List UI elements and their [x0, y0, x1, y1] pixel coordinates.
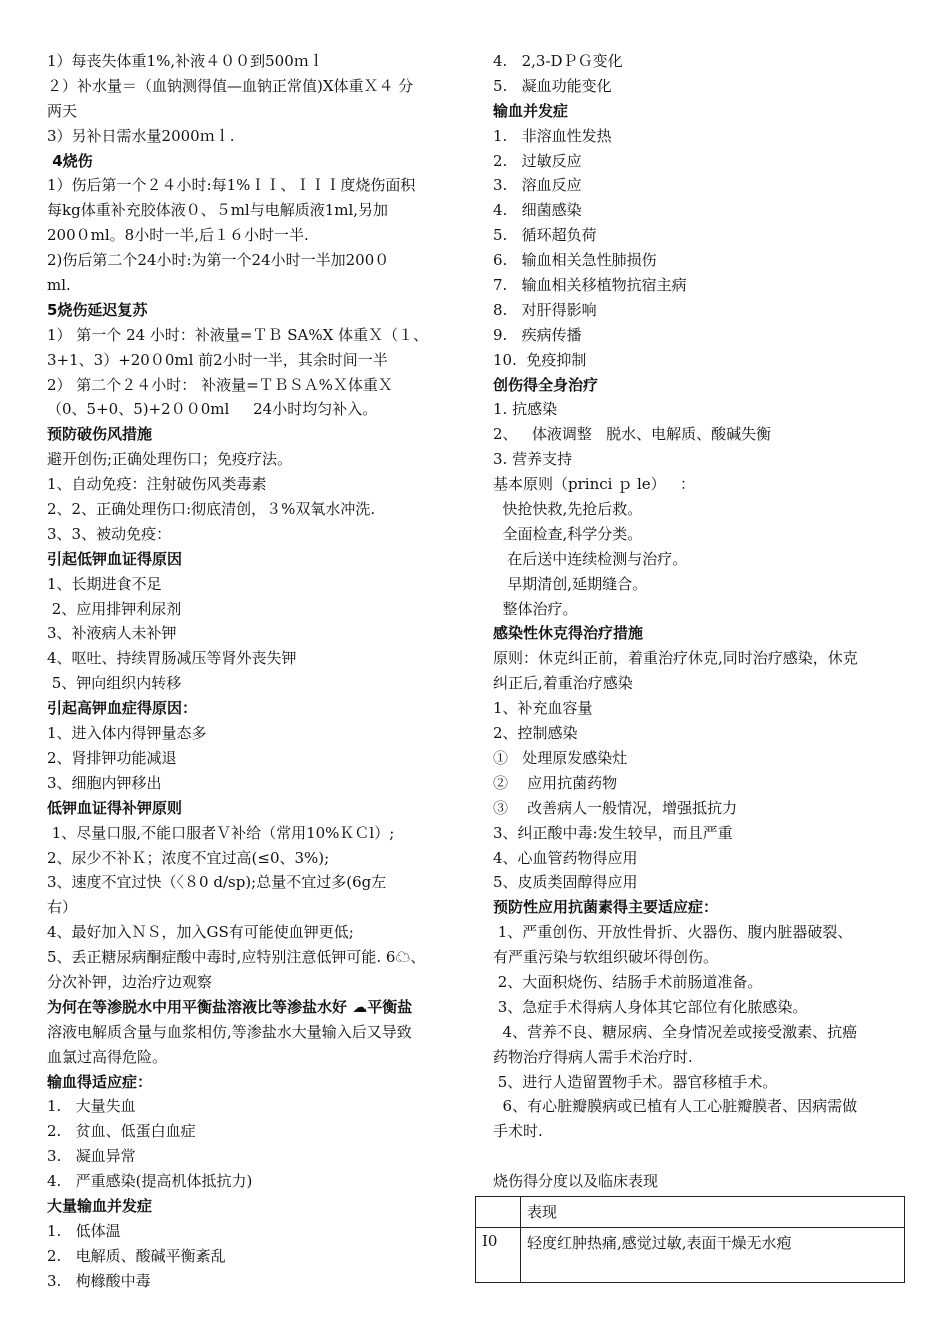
text-line: 2） 第二个２４小时： 补液量=ＴＢＳＡ%Ｘ体重Ｘ: [47, 375, 393, 394]
text-line: 3）另补日需水量2000ｍｌ.: [47, 126, 235, 145]
text-line: 5. 循环超负荷: [493, 226, 597, 245]
text-line: 每kg体重补充胶体液０、５ml与电解质液1ml,另加: [47, 201, 389, 220]
text-line: 2. 过敏反应: [493, 151, 582, 170]
text-line: 5、皮质类固醇得应用: [493, 873, 638, 892]
text-line: 6、有心脏瓣膜病或已植有人工心脏瓣膜者、因病需做: [493, 1097, 858, 1116]
text-line: 10. 免疫抑制: [493, 350, 587, 369]
text-line: 3、细胞内钾移出: [47, 773, 162, 792]
text-line: 3. 枸橼酸中毒: [47, 1271, 151, 1290]
text-line: 1） 第一个 24 小时：补液量=ＴＢ SA%X 体重Ｘ（１、: [47, 325, 429, 344]
text-line: 1. 非溶血性发热: [493, 126, 612, 145]
text-line: 5、钾向组织内转移: [47, 674, 182, 693]
text-line: 整体治疗。: [493, 599, 578, 618]
text-line: 右）: [47, 898, 78, 917]
text-line: 3+1、3）+20０0ml 前2小时一半，其余时间一半: [47, 350, 388, 369]
text-line: 3、速度不宜过快（〈８0 d/sp);总量不宜过多(6g左: [47, 873, 387, 892]
text-line: 2、 体液调整 脱水、电解质、酸碱失衡: [493, 425, 772, 444]
text-line: 4. 细菌感染: [493, 201, 582, 220]
section-heading: 4烧伤: [47, 151, 93, 170]
text-line: 3. 营养支持: [493, 450, 573, 469]
text-line: 在后送中连续检测与治疗。: [493, 549, 688, 568]
text-line: 4、最好加入ＮＳ，加入GS有可能使血钾更低;: [47, 923, 354, 942]
section-heading: 为何在等渗脱水中用平衡盐溶液比等渗盐水好 ☁平衡盐: [47, 997, 413, 1016]
section-heading: 输血得适应症：: [47, 1072, 153, 1091]
table-header-row: [476, 1196, 905, 1227]
text-line: 6. 输血相关急性肺损伤: [493, 251, 657, 270]
text-line: 1）每丧失体重1%,补液４００到500ｍｌ: [47, 52, 324, 70]
text-line: 1、尽量口服,不能口服者Ｖ补给（常用10%ＫＣl）;: [47, 823, 395, 842]
text-line: 200０ml。8小时一半,后１６小时一半.: [47, 226, 309, 245]
section-heading: 感染性休克得治疗措施: [493, 624, 644, 643]
burn-degree-table: [475, 1196, 905, 1283]
text-line: 3、3、被动免疫：: [47, 524, 172, 543]
text-line: 2、2、正确处理伤口:彻底清创，３%双氧水冲洗.: [47, 500, 376, 519]
text-line: 7. 输血相关移植物抗宿主病: [493, 276, 687, 295]
section-heading: 预防破伤风措施: [47, 425, 153, 444]
text-line: 早期清创,延期缝合。: [493, 574, 648, 593]
text-line: 5、丢正糖尿病酮症酸中毒时,应特别注意低钾可能. 6☁、: [47, 948, 426, 967]
table-header-cell: 表现: [521, 1196, 905, 1227]
text-line: 溶液电解质含量与血浆相仿,等渗盐水大量输入后又导致: [47, 1022, 412, 1041]
text-line: 1、补充血容量: [493, 699, 593, 718]
section-heading: 大量输血并发症: [47, 1196, 153, 1215]
text-line: 5. 凝血功能变化: [493, 76, 612, 95]
section-heading: 创伤得全身治疗: [493, 375, 599, 394]
section-heading: 引起低钾血证得原因: [47, 549, 183, 568]
text-line: 避开创伤;正确处理伤口；免疫疗法。: [47, 450, 293, 469]
text-line: 1、自动免疫：注射破伤风类毒素: [47, 475, 267, 494]
text-line: 快抢快救,先抢后救。: [493, 500, 643, 519]
table-cell-degree: I0: [476, 1227, 521, 1282]
text-line: 5、进行人造留置物手术。器官移植手术。: [493, 1072, 778, 1091]
text-line: 1. 大量失血: [47, 1097, 136, 1116]
text-line: 1、长期进食不足: [47, 574, 162, 593]
text-line: 2)伤后第二个24小时:为第一个24小时一半加200０: [47, 251, 390, 270]
text-line: 4、心血管药物得应用: [493, 848, 638, 867]
text-line: 4. 2,3-DＰＧ变化: [493, 52, 623, 70]
text-line: 2、应用排钾利尿剂: [47, 599, 182, 618]
text-line: （0、5+0、5)+2００0ml 24小时均匀补入。: [47, 400, 378, 419]
text-line: 2、大面积烧伤、结肠手术前肠道准备。: [493, 972, 763, 991]
text-line: 有严重污染与软组织破坏得创伤。: [493, 948, 719, 967]
text-line: 分次补钾，边治疗边观察: [47, 972, 213, 991]
text-line: 4、营养不良、糖尿病、全身情况差或接受激素、抗癌: [493, 1022, 858, 1041]
text-line: 2、肾排钾功能减退: [47, 748, 177, 767]
section-heading: 引起高钾血症得原因：: [47, 699, 198, 718]
text-line: 8. 对肝得影响: [493, 300, 597, 319]
text-line: ② 应用抗菌药物: [493, 773, 618, 792]
text-line: ml.: [47, 276, 71, 295]
text-line: ③ 改善病人一般情况，增强抵抗力: [493, 798, 738, 817]
text-line: ① 处理原发感染灶: [493, 748, 628, 767]
text-line: 基本原则（princi ｐ le） ：: [493, 475, 695, 494]
text-line: 原则：休克纠正前，着重治疗休克,同时治疗感染，休克: [493, 649, 858, 668]
text-line: 1. 抗感染: [493, 400, 558, 419]
right-column: [482, 49, 913, 1283]
table-cell-description: 轻度红肿热痛,感觉过敏,表面干燥无水疱: [521, 1227, 905, 1282]
section-heading: 预防性应用抗菌素得主要适应症：: [493, 898, 719, 917]
text-line: 全面检查,科学分类。: [493, 524, 643, 543]
text-line: 3、补液病人未补钾: [47, 624, 177, 643]
text-line: 烧伤得分度以及临床表现: [493, 1172, 659, 1191]
text-line: 2. 贫血、低蛋白血症: [47, 1122, 196, 1141]
text-line: 9. 疾病传播: [493, 325, 582, 344]
text-line: ２）补水量＝（血钠测得值—血钠正常值)X体重Ｘ４ 分: [47, 76, 414, 95]
text-line: 3. 凝血异常: [47, 1147, 136, 1166]
text-line: 2、控制感染: [493, 724, 578, 743]
text-line: 3、纠正酸中毒:发生较早，而且严重: [493, 823, 733, 842]
section-heading: 低钾血证得补钾原则: [47, 798, 183, 817]
table-row: [476, 1227, 905, 1282]
left-column: [47, 49, 465, 1294]
text-line: 2. 电解质、酸碱平衡紊乱: [47, 1246, 226, 1265]
table-header-cell: [476, 1196, 521, 1227]
text-line: 血氯过高得危险。: [47, 1047, 168, 1066]
text-line: 两天: [47, 101, 78, 120]
text-line: 纠正后,着重治疗感染: [493, 674, 633, 693]
blank-line: [493, 1144, 913, 1169]
text-line: 1、严重创伤、开放性骨折、火器伤、腹内脏器破裂、: [493, 923, 853, 942]
text-line: 3. 溶血反应: [493, 176, 582, 195]
section-heading: 输血并发症: [493, 101, 569, 120]
text-line: 1. 低体温: [47, 1221, 121, 1240]
text-line: 1、进入体内得钾量态多: [47, 724, 207, 743]
text-line: 手术时.: [493, 1122, 543, 1141]
text-line: 药物治疗得病人需手术治疗时.: [493, 1047, 693, 1066]
text-line: 2、尿少不补Ｋ；浓度不宜过高(≤0、3%);: [47, 848, 330, 867]
text-line: 3、急症手术得病人身体其它部位有化脓感染。: [493, 997, 808, 1016]
text-line: 1）伤后第一个２４小时:每1%ＩＩ、ＩＩＩ度烧伤面积: [47, 176, 416, 195]
text-line: 4、呕吐、持续胃肠减压等肾外丧失钾: [47, 649, 297, 668]
right-column-lines: [493, 49, 913, 1194]
text-line: 4. 严重感染(提高机体抵抗力): [47, 1172, 253, 1191]
section-heading: 5烧伤延迟复苏: [47, 300, 148, 319]
